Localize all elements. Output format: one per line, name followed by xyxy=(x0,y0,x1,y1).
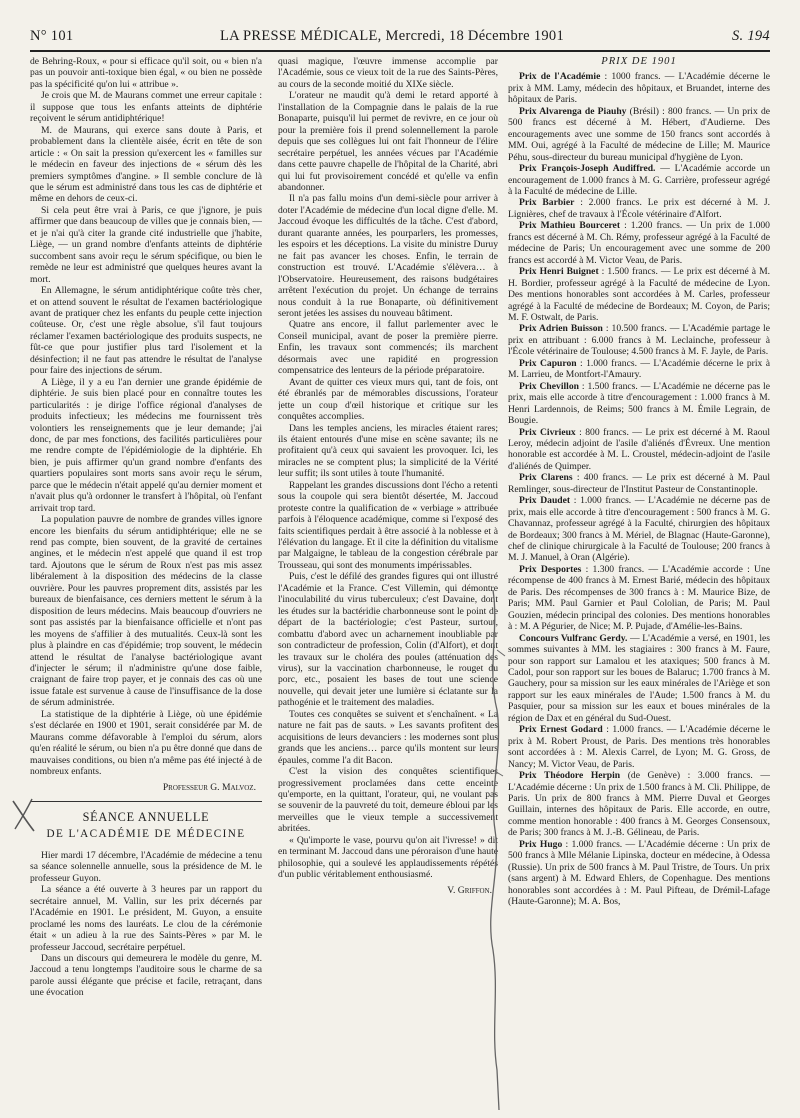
prize-name: Prix Alvarenga de Piauhy xyxy=(519,105,627,117)
paragraph: Il n'a pas fallu moins d'un demi-siècle pour arriver à doter l'Académie de médecine d'un local digne d'elle. M. Jaccoud évoque les difficultés de la tâche. C'est d'abord, durant quarante années, les pourparlers, les promesses, les espoirs et les déceptions. La visite du ministre Duruy ne fait pas avancer les choses. Enfin, le terrain de construction est trouvé. L'Académie s'élèvera… à l'Observatoire. Heureusement, des raisons budgétaires arrêtent l'exécution du projet. Un échange de terrains nous conduit à la rue Bonaparte, où définitivement seront jetées les assises du nouveau bâtiment. xyxy=(278,193,498,319)
prize-entry xyxy=(508,427,770,473)
prize-name: Prix Ernest Godard xyxy=(519,724,603,736)
prize-text: : 2.000 francs. Le prix est décerné à M. J. Lignières, chef de travaux à l'École vétérinaire d'Alfort. xyxy=(508,197,770,220)
paragraph: M. de Maurans, qui exerce sans doute à Paris, et probablement dans la clientèle aisée, écrit en tête de son article : « On sait la pression qu'exercent les « familles sur le médecin en faveur des injections de « sérum dès les premiers symptômes d'angine. » Il semble conclure de là que le sérum est administré dans tous les cas de diphtérie et même en dehors de ceux-ci. xyxy=(30,124,262,205)
prize-name: Prix Mathieu Bourceret xyxy=(519,220,621,232)
prize-name: Prix Clarens xyxy=(519,472,573,484)
prize-text: : 1.500 francs. — Le prix est décerné à M. H. Bordier, professeur agrégé à la Faculté de médecine de Lyon. Des mentions honorables sont accordées à M. Carles, professeur agrégé à la Faculté de médecine de Bordeaux; M. Coyon, de Paris; M. F. Ostwalt, de Paris. xyxy=(508,266,770,323)
prize-entry xyxy=(508,220,770,266)
prize-name: Prix Théodore Herpin xyxy=(519,770,621,782)
prize-name: Concours Vulfranc Gerdy. xyxy=(519,632,628,644)
column-middle xyxy=(278,56,498,1106)
journal-title: LA PRESSE MÉDICALE, Mercredi, 18 Décembre 1901 xyxy=(220,28,565,44)
handwritten-cross-mark xyxy=(10,795,38,835)
header-rule xyxy=(30,50,770,52)
paragraph: Quatre ans encore, il fallut parlementer avec le Conseil municipal, avant de poser la première pierre. Enfin, les travaux sont commencés; ils marchent désormais avec une rapidité en progression compensatrice des lenteurs de la période préparatoire. xyxy=(278,319,498,377)
prize-text: : 400 francs. — Le prix est décerné à M. Paul Remlinger, sous-directeur de l'Institut Pasteur de Constantinople. xyxy=(508,472,770,495)
section-subtitle: DE L'ACADÉMIE DE MÉDECINE xyxy=(46,828,246,841)
prize-text: (de Genève) : 3.000 francs. — L'Académie décerne : Un prix de 1.500 francs à M. Cli. Philippe, de Paris. Un prix de 800 francs à MM. Pierre Duval et Georges Guillain, internes des hôpitaux de Paris. Elle accorde, en outre, comme mention honorable : 400 francs à M. Georges Consensoux, de Paris; 300 francs à M. J.-B. Gélineau, de Paris. xyxy=(508,770,770,839)
prize-text: : 1000 francs. — L'Académie décerne le prix à MM. Lamy, médecin des hôpitaux, et Bruandet, interne des hôpitaux de Paris. xyxy=(508,71,770,106)
prize-entry xyxy=(508,495,770,564)
prize-name: Prix François-Joseph Audiffred. xyxy=(519,163,656,175)
prize-text: (Brésil) : 800 francs. — Un prix de 500 francs est décerné à M. Hébert, d'Audierne. Des encouragements avec une somme de 150 francs sont accordés à MM. Oui, agrégé à la Faculté de médecine de Lille; M. Maurice Péhu, sous-directeur du bureau municipal d'hygiène de Lyon. xyxy=(508,105,770,163)
prize-name: Prix Daudet xyxy=(519,495,571,507)
prize-text: : 10.500 francs. — L'Académie partage le prix en attribuant : 6.000 francs à M. Leclainche, professeur à l'École vétérinaire de Toulouse; 4.500 francs à M. F. Jayle, de Paris. xyxy=(508,323,770,358)
paragraph: En Allemagne, le sérum antidiphtérique coûte très cher, et on attend souvent le résultat de l'examen bactériologique avant de pratiquer chez les enfants du peuple cette injection coûteuse. Or, c'est une règle absolue, s'il faut toujours réclamer l'examen bactériologique des produits suspects, ne fût-ce que pour justifier plus tard l'isolement et la désinfection; il ne faut pas attendre le résultat de l'analyse pour faire des injections de sérum. xyxy=(30,285,262,377)
paragraph: La population pauvre de nombre de grandes villes ignore encore les bienfaits du sérum antidiphtérique; elle ne se rend pas compte, bien souvent, de la gravité de certaines angines, et le médecin n'est appelé que quand il est trop tard. Ajoutons que le sérum de Roux n'est pas mis assez libéralement à la disposition des médecins de la classe ouvrière. Pour les pauvres proprement dits, assistés par les bureaux de bienfaisance, ces derniers mettent le sérum à la disposition de leurs médecins. Mais beaucoup d'ouvriers ne sont pas assistés par la bienfaisance officielle et n'ont pas les moyens de s'affilier à des mutualités. Ceux-là sont les plus à plaindre en cas d'épidémie; trop souvent, le médecin attend le résultat de l'analyse bactériologique avant d'injecter le sérum; il n'administre qu'une dose faible, craignant de faire trop payer, et je connais des cas où une issue fatale est survenue à cause de l'insuffisance de la dose de sérum administrée. xyxy=(30,514,262,709)
prize-entry xyxy=(508,358,770,381)
prize-entry xyxy=(508,564,770,633)
section-title: SÉANCE ANNUELLE xyxy=(82,810,210,824)
prize-name: Prix Henri Buignet xyxy=(519,266,599,278)
paragraph: Puis, c'est le défilé des grandes figures qui ont illustré l'Académie et la France. C'est Villemin, qui démontre l'inoculabilité du virus tuberculeux; c'est Davaine, dont les études sur la bactéridie charbonneuse sont le point de départ de la bactériologie; c'est Pasteur, surtout, combattu d'abord avec un acharnement inoubliable par son contradicteur de profession, Colin (d'Alfort), et dont les travaux sur le choléra des poules (atténuation des virus), sur la vaccination charbonneuse, le rouget du porc, etc., posaient les bases de tout une science nouvelle, qui devait jeter une lumière si éclatante sur la pathogénie et le traitement des maladies. xyxy=(278,571,498,709)
prize-name: Prix Civrieux xyxy=(519,426,576,438)
prize-name: Prix Desportes xyxy=(519,563,582,575)
prize-text: : 1.200 francs. — Un prix de 1.000 francs est décerné à M. Ch. Rémy, professeur agrégé à la Faculté de médecine de Paris; Un encouragement avec une somme de 200 francs est accordé à M. Victor Veau, de Paris. xyxy=(508,220,770,266)
page-number: S. 194 xyxy=(731,28,770,44)
prize-entry xyxy=(508,323,770,357)
prize-entry xyxy=(508,106,770,163)
prize-entry xyxy=(508,381,770,427)
paragraph: Je crois que M. de Maurans commet une erreur capitale : il suppose que tous les enfants atteints de diphtérie reçoivent le sérum antidiphtérique! xyxy=(30,90,262,125)
paragraph: A Liège, il y a eu l'an dernier une grande épidémie de diphtérie. Je suis bien placé pour en connaître toutes les particularités : je dirige l'office régional d'analyses de produits infectieux; les médecins me fournissent très volontiers les renseignements que je leur demande; j'ai donc, de par mes fonctions, des facilités particulières pour me rendre compte de l'épidémiologie de la diphtérie. Eh bien, je puis affirmer qu'un grand nombre d'enfants des quartiers populaires sont morts sans avoir reçu le sérum, parce que le médecin n'était appelé qu'au dernier moment et n'avait plus qu'à ordonner le transfert à l'hôpital, où l'enfant arrivait trop tard. xyxy=(30,376,262,514)
prize-entry xyxy=(508,633,770,725)
section-divider xyxy=(30,801,262,802)
paragraph: Dans les temples anciens, les miracles étaient rares; ils étaient entourés d'une mise en scène savante; ils ne profitaient qu'à ceux qui savaient les provoquer. Ici, les miracles ne se comptent plus; la simplicité de la Vérité leur suffit; ils sont utiles à toute l'humanité. xyxy=(278,422,498,480)
prize-text: : 1.000 francs. — L'Académie décerne : Un prix de 500 francs à Mlle Mélanie Lipinska, docteur en médecine, à Odessa (Russie). Un prix de 500 francs à M. Paul Tristre, de Tours. Un prix (sans argent) à M. Edward Ehlers, de Copenhague. Des mentions honorables sont accordées à : M. Paul Pifteau, de Drémil-Lafage (Haute-Garonne); M. A. Bos, xyxy=(508,838,770,908)
prize-list xyxy=(508,71,770,907)
prize-name: Prix de l'Académie xyxy=(519,71,601,83)
column-left xyxy=(30,56,262,1106)
prizes-heading: PRIX DE 1901 xyxy=(601,56,677,67)
prize-entry xyxy=(508,163,770,197)
signature: Professeur G. Malvoz. xyxy=(162,781,256,793)
prize-text: : 800 francs. — Le prix est décerné à M. Raoul Leroy, médecin adjoint de l'asile d'aliénés d'Évreux. Une mention honorable est accordée à M. L. Croustel, médecin-adjoint de l'asile d'aliénés de Quimper. xyxy=(508,426,770,472)
paragraph: La statistique de la diphtérie à Liège, où une épidémie s'est déclarée en 1900 et 1901, serait considérée par M. de Maurans comme défavorable à l'emploi du sérum, alors qu'en réalité le sérum, ou bien n'a pu être donné que dans de mauvaises conditions, ou bien n'a même pas été injecté à de nombreux enfants. xyxy=(30,708,262,778)
paragraph: Toutes ces conquêtes se suivent et s'enchaînent. « La nature ne fait pas de sauts. » Les savants profitent des acquisitions de leurs devanciers : les modernes sont plus grands que les anciens… parce qu'ils montent sur leurs épaules, comme l'a dit Bacon. xyxy=(278,708,498,766)
prize-name: Prix Chevillon xyxy=(519,380,579,392)
paragraph: quasi magique, l'œuvre immense accomplie par l'Académie, sous ce vieux toit de la rue des Saints-Pères, au cours de la seconde moitié du XIXe siècle. xyxy=(278,56,498,90)
prize-entry xyxy=(508,839,770,908)
prize-entry xyxy=(508,197,770,220)
prize-entry xyxy=(508,71,770,105)
prize-name: Prix Barbier xyxy=(519,197,575,209)
prize-entry xyxy=(508,724,770,770)
paragraph: Si cela peut être vrai à Paris, ce que j'ignore, je puis affirmer que dans beaucoup de villes que je connais bien, — et je n'ai qu'à citer la grande cité industrielle que j'habite, Liège, — un grand nombre d'enfants atteints de diphtérie succombent sans avoir reçu le sérum spécifique, ou bien le remède ne leur est administré que quelques heures avant la mort. xyxy=(30,204,262,285)
pencil-margin-line xyxy=(481,590,521,1110)
prize-name: Prix Capuron xyxy=(519,357,577,369)
prize-text: : 1.300 francs. — L'Académie accorde : Une récompense de 400 francs à M. Ernest Barié, médecin des hôpitaux de Paris. Des récompenses de 300 francs à : M. Maurice Bize, de Paris; MM. Paul Garnier et Paul Cololian, de Paris; M. Paul Gouzien, médecin principal des colonies. Des mentions honorables à : M. A Pégurier, de Nice; M. P. Pujade, d'Amélie-les-Bains. xyxy=(508,563,770,633)
prize-entry xyxy=(508,472,770,495)
column-right-prizes xyxy=(508,56,770,1106)
prize-text: : 1.000 francs. — L'Académie décerne le prix à M. Larrieu, de Montfort-l'Amaury. xyxy=(508,357,770,381)
paragraph: L'orateur ne maudit qu'à demi le retard apporté à l'installation de la Compagnie dans le palais de la rue Bonaparte, puisqu'il lui permet de revivre, en ce jour où pour la première fois il prend solennellement la parole depuis que ses collègues lui ont fait l'honneur de l'élire secrétaire perpétuel, les années vécues par l'Académie dans cette pauvre chapelle de l'hôpital de la Charité, abri qui lui fut provisoirement concédé et qu'elle va enfin abandonner. xyxy=(278,90,498,193)
signature: V. Griffon. xyxy=(447,884,492,896)
paragraph: Dans un discours qui demeurera le modèle du genre, M. Jaccoud a tenu longtemps l'auditoire sous le charme de sa parole aussi élégante que précise et facile, retraçant, dans une évocation xyxy=(30,952,262,999)
prize-text: : 1.000 francs. — L'Académie décerne le prix à M. Robert Proust, de Paris. Des mentions très honorables sont accordées à : M. Alexis Carrel, de Lyon; M. G. Gross, de Nancy; M. Victor Veau, de Paris. xyxy=(508,724,770,770)
prize-name: Prix Adrien Buisson xyxy=(519,323,603,335)
issue-number: N° 101 xyxy=(30,28,74,44)
prize-entry xyxy=(508,770,770,839)
prize-text: — L'Académie accorde un encouragement de 1.000 francs à M. G. Carrière, professeur agrégé à la Faculté de médecine de Lille. xyxy=(508,163,770,197)
paragraph: La séance a été ouverte à 3 heures par un rapport du secrétaire annuel, M. Vallin, sur les prix décernés par l'Académie en 1901. Le président, M. Guyon, a ensuite proclamé les noms des lauréats. Le clou de la cérémonie était « un adieu à la rue des Saints-Pères » par M. le professeur Jaccoud, secrétaire perpétuel. xyxy=(30,884,262,953)
paragraph: de Behring-Roux, « pour si efficace qu'il soit, ou « bien n'a pas un pouvoir anti-toxique bien égal, « ou bien ne possède pas la spécificité qu'on lui « attribue ». xyxy=(30,56,262,90)
paragraph: « Qu'importe le vase, pourvu qu'on ait l'ivresse! » dit en terminant M. Jaccoud dans une péroraison d'une haute philosophie, qui a soulevé les applaudissements répétés d'un public véritablement enthousiasmé. xyxy=(278,834,498,881)
prize-text: : 1.000 francs. — L'Académie ne décerne pas de prix, mais elle accorde à titre d'encouragement : 500 francs à M. G. Chavannaz, professeur agrégé à la Faculté, chirurgien des hôpitaux de Bordeaux; 300 francs à M. Mériel, de Blagnac (Haute-Garonne), chef de clinique chirurgicale à la Faculté de Toulouse; 200 francs à M. J. Manuel, à Oran (Algérie). xyxy=(508,495,770,564)
prize-text: : 1.500 francs. — L'Académie ne décerne pas le prix, mais elle accorde à titre d'encouragement : 1.000 francs à M. Henri Lardennois, de Reims; 500 francs à M. Émile Legrain, de Bougie. xyxy=(508,380,770,427)
paragraph: C'est la vision des conquêtes scientifiques progressivement proclamées dans cette enceinte qu'emporte, en la quittant, l'orateur, qui, ne voulant pas se souvenir de la pauvreté du toit, demeure ébloui par les merveilles que le vieux temple a successivement abritées. xyxy=(278,766,498,835)
paragraph: Avant de quitter ces vieux murs qui, tant de fois, ont été ébranlés par de mémorables discussions, l'orateur jette un coup d'œil historique et critique sur les conquêtes accomplies. xyxy=(278,376,498,423)
prize-entry xyxy=(508,266,770,323)
paragraph: Rappelant les grandes discussions dont l'écho a retenti sous la coupole qui sera bientôt désertée, M. Jaccoud proteste contre la qualification de « verbiage » attribuée parfois à l'éloquence académique, comme si l'exposé des faits scientifiques perdait à être associé à la noblesse et à l'élévation du langage. Et il cite la définition du vitalisme par Malgaigne, le tableau de la congestion cérébrale par Trousseau, qui sont des monuments impérissables. xyxy=(278,479,498,571)
prize-text: — L'Académie a versé, en 1901, les sommes suivantes à MM. les stagiaires : 300 francs à M. Faure, pour son rapport sur Lamalou et les ataxiques; 500 francs à M. Cadol, pour son rapport sur les boues de Balaruc; 1.700 francs à M. Gauchery, pour sa mission sur les eaux minérales de l'Ariège et son rapport sur les eaux minérales de l'Aude; 1.500 francs à M. du Pasquier, pour sa mission sur les eaux et boues minérales de la région de Dax et en général du Sud-Ouest. xyxy=(508,632,770,724)
paragraph: Hier mardi 17 décembre, l'Académie de médecine a tenu sa séance solennelle annuelle, sous la présidence de M. le professeur Guyon. xyxy=(30,849,262,884)
prize-name: Prix Hugo xyxy=(519,838,563,850)
page-header xyxy=(30,28,770,48)
